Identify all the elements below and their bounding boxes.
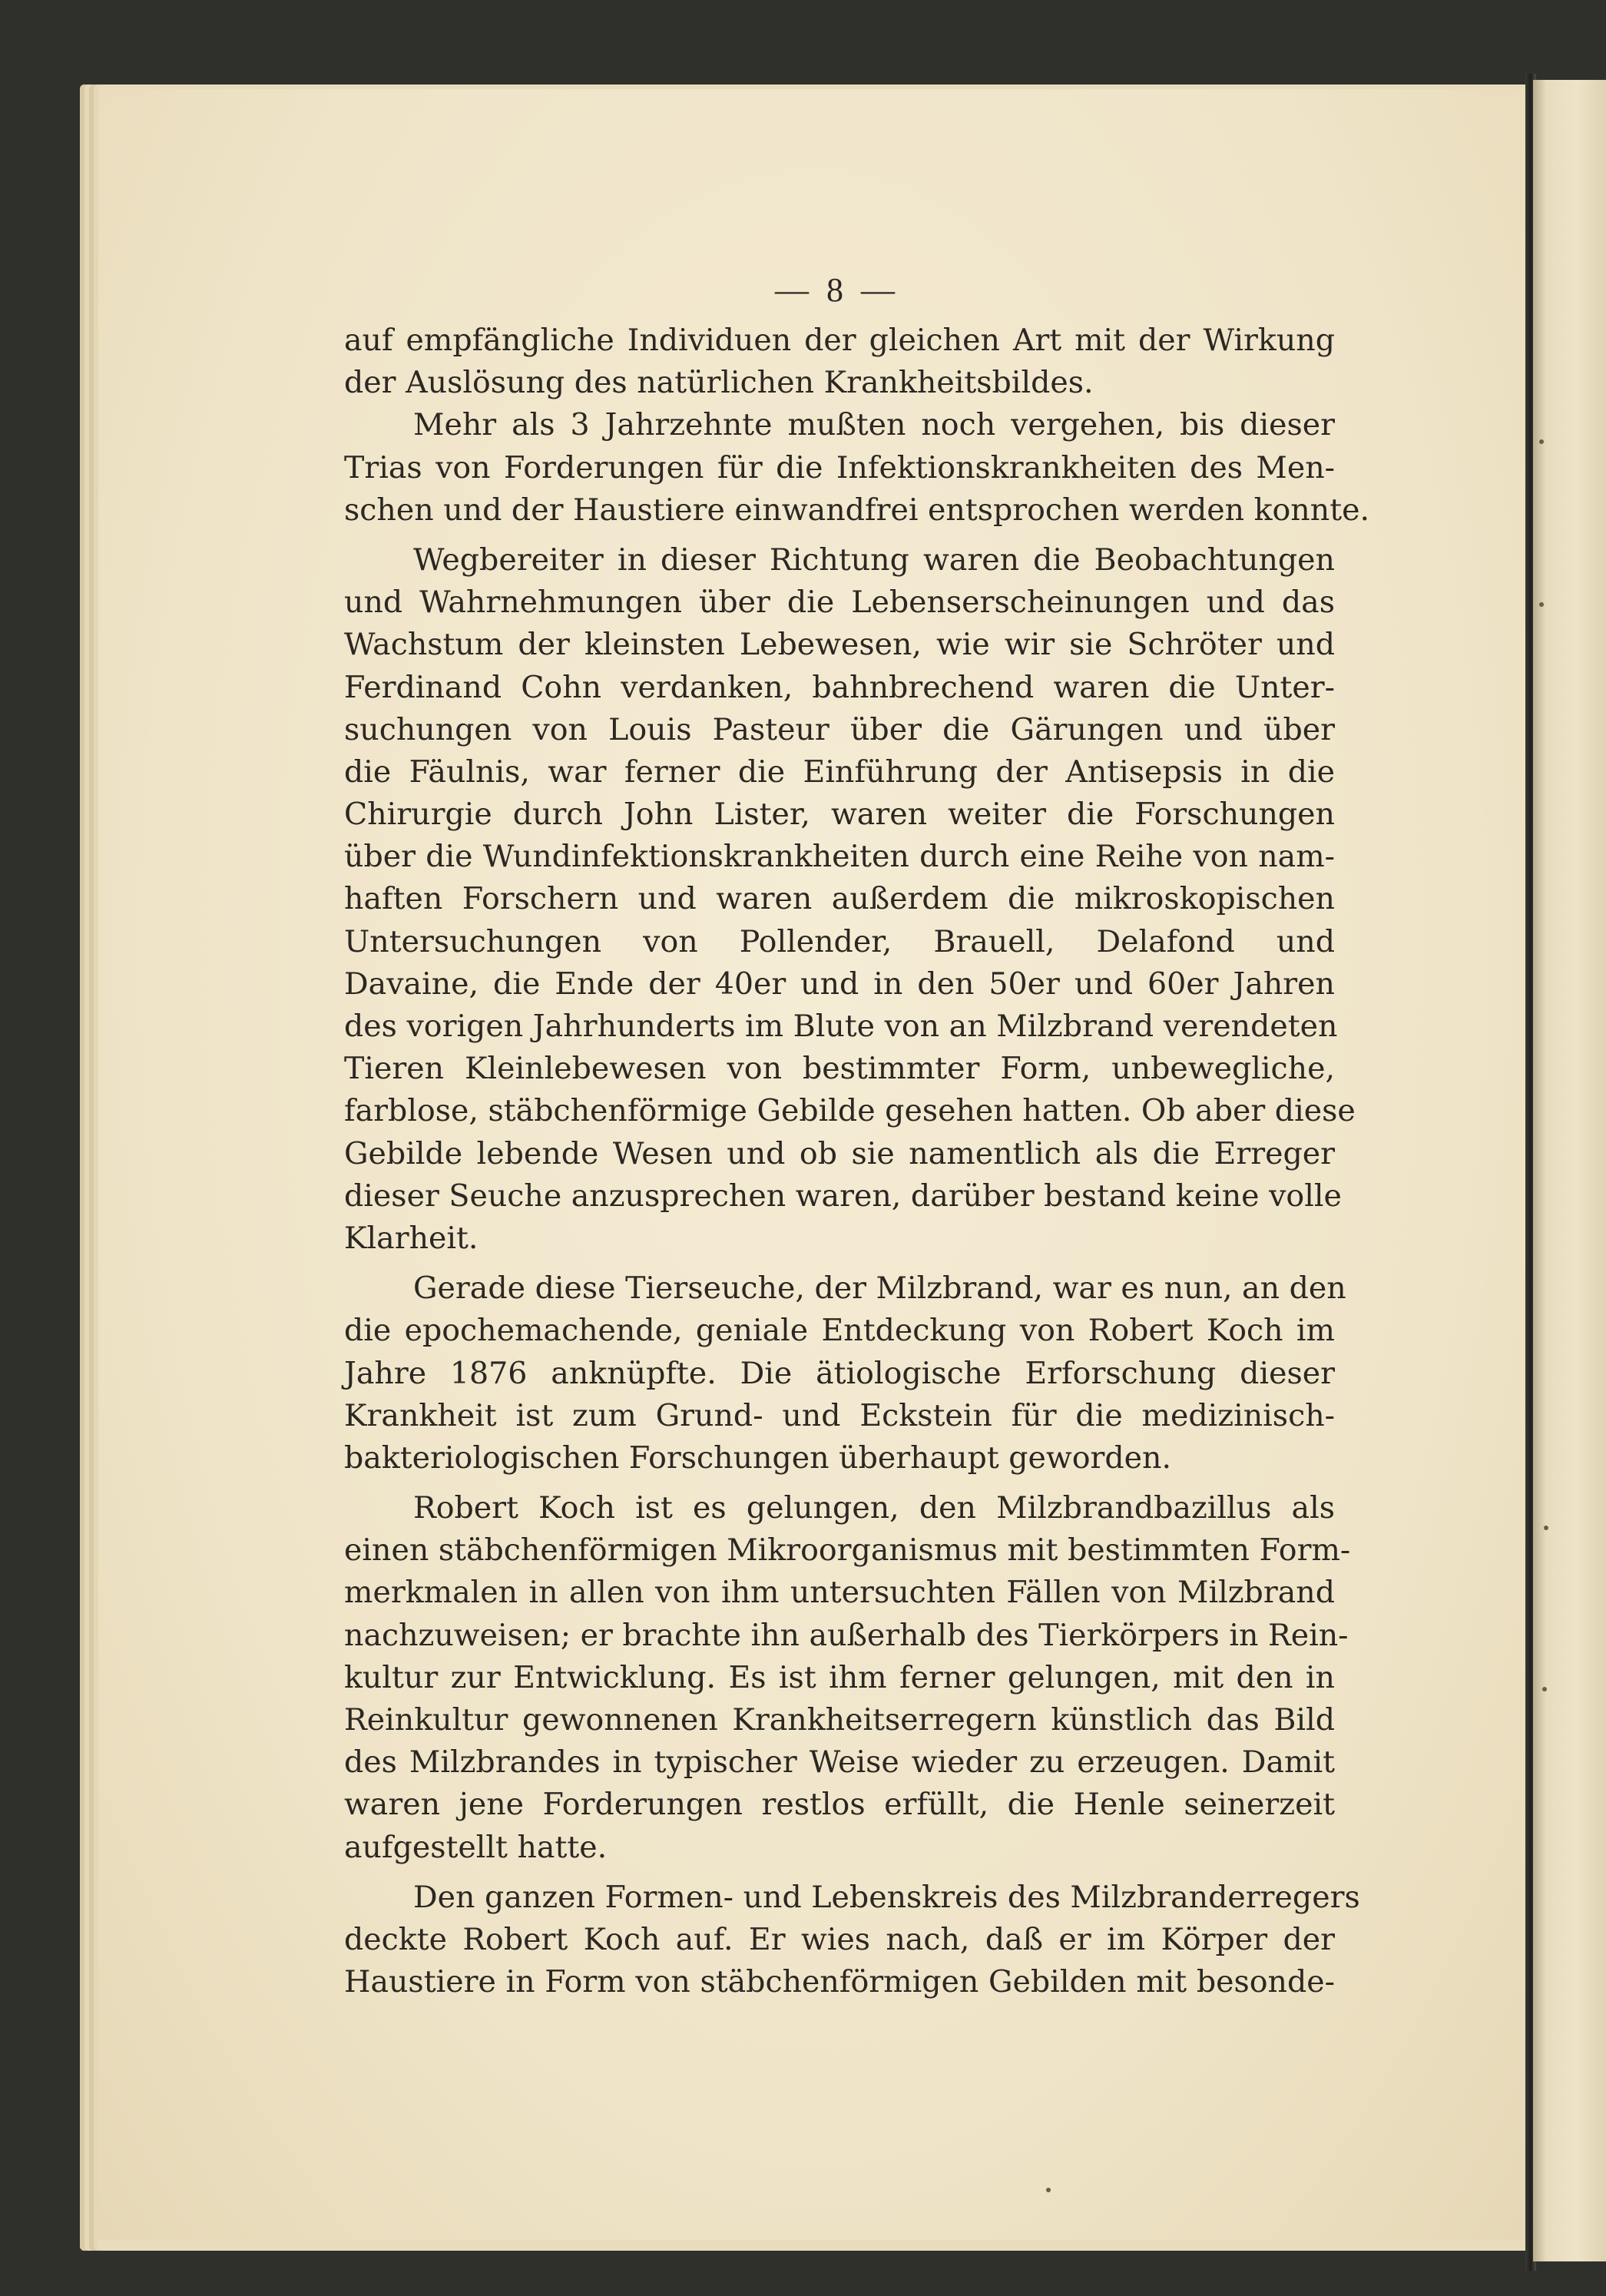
text-line: des Milzbrandes in typischer Weise wieder zu erzeugen. Damit xyxy=(344,1744,1335,1781)
text-line: der Auslösung des natürlichen Krankheitsbildes. xyxy=(344,365,1094,401)
text-line: aufgestellt hatte. xyxy=(344,1829,608,1865)
text-line: Klarheit. xyxy=(344,1220,478,1256)
text-line: bakteriologischen Forschungen überhaupt geworden. xyxy=(344,1440,1172,1476)
text-line: Mehr als 3 Jahrzehnte mußten noch vergehen, bis dieser xyxy=(413,407,1335,443)
text-line: schen und der Haustiere einwandfrei entsprochen werden konnte. xyxy=(344,492,1369,528)
text-line: Ferdinand Cohn verdanken, bahnbrechend waren die Unter- xyxy=(344,669,1335,705)
text-line: Den ganzen Formen- und Lebenskreis des Milzbranderregers xyxy=(413,1879,1360,1915)
text-line: Davaine, die Ende der 40er und in den 50er und 60er Jahren xyxy=(344,966,1335,1002)
text-line: Krankheit ist zum Grund- und Eckstein für die medizinisch- xyxy=(344,1397,1335,1433)
paragraph xyxy=(344,404,1369,532)
paper-speck xyxy=(1046,2188,1051,2192)
text-line: merkmalen in allen von ihm untersuchten Fällen von Milzbrand xyxy=(344,1575,1335,1611)
text-line: über die Wundinfektionskrankheiten durch eine Reihe von nam- xyxy=(344,839,1335,875)
text-line: Untersuchungen von Pollender, Brauell, Delafond und xyxy=(344,923,1335,959)
text-line: Wachstum der kleinsten Lebewesen, wie wir sie Schröter und xyxy=(344,627,1335,663)
paragraph xyxy=(344,320,1335,404)
text-line: Haustiere in Form von stäbchenförmigen Gebilden mit besonde- xyxy=(344,1964,1335,2000)
text-line: Gebilde lebende Wesen und ob sie namentlich als die Erreger xyxy=(344,1135,1335,1171)
text-line: suchungen von Louis Pasteur über die Gärungen und über xyxy=(344,711,1335,747)
text-line: farblose, stäbchenförmige Gebilde gesehen hatten. Ob aber diese xyxy=(344,1093,1356,1129)
text-line: des vorigen Jahrhunderts im Blute von an Milzbrand verendeten xyxy=(344,1009,1338,1044)
text-line: Wegbereiter in dieser Richtung waren die Beobachtungen xyxy=(413,542,1335,578)
text-line: Jahre 1876 anknüpfte. Die ätiologische Erforschung dieser xyxy=(344,1355,1335,1391)
paragraph xyxy=(344,1877,1360,2004)
paper-speck xyxy=(1539,602,1544,607)
text-line: deckte Robert Koch auf. Er wies nach, daß er im Körper der xyxy=(344,1921,1335,1957)
text-line: dieser Seuche anzusprechen waren, darüber bestand keine volle xyxy=(344,1178,1342,1214)
page-number: — 8 — xyxy=(775,271,899,309)
facing-page-edge xyxy=(1533,80,1606,2261)
text-line: Gerade diese Tierseuche, der Milzbrand, war es nun, an den xyxy=(413,1271,1346,1307)
paper-speck xyxy=(1539,439,1544,444)
text-line: Robert Koch ist es gelungen, den Milzbrandbazillus als xyxy=(413,1490,1335,1526)
body-text xyxy=(344,320,1369,2003)
text-line: waren jene Forderungen restlos erfüllt, die Henle seinerzeit xyxy=(344,1787,1335,1823)
text-line: einen stäbchenförmigen Mikroorganismus mit bestimmten Form- xyxy=(344,1532,1351,1569)
paragraph xyxy=(344,1267,1346,1479)
text-line: die epochemachende, geniale Entdeckung von Robert Koch im xyxy=(344,1313,1335,1349)
paragraph xyxy=(344,1487,1351,1869)
text-line: Tieren Kleinlebewesen von bestimmter Form, unbewegliche, xyxy=(344,1051,1335,1087)
text-line: nachzuweisen; er brachte ihn außerhalb des Tierkörpers in Rein- xyxy=(344,1617,1349,1653)
text-line: und Wahrnehmungen über die Lebenserscheinungen und das xyxy=(344,585,1335,621)
text-line: Chirurgie durch John Lister, waren weiter die Forschungen xyxy=(344,797,1335,833)
text-line: Trias von Forderungen für die Infektionskrankheiten des Men- xyxy=(344,449,1335,485)
paper-speck xyxy=(1542,1687,1547,1691)
paper-speck xyxy=(1544,1526,1548,1530)
text-line: haften Forschern und waren außerdem die mikroskopischen xyxy=(344,881,1335,917)
text-line: die Fäulnis, war ferner die Einführung der Antisepsis in die xyxy=(344,754,1335,790)
text-line: Reinkultur gewonnenen Krankheitserregern künstlich das Bild xyxy=(344,1702,1335,1738)
text-line: auf empfängliche Individuen der gleichen Art mit der Wirkung xyxy=(344,323,1335,358)
paragraph xyxy=(344,539,1356,1260)
text-line: kultur zur Entwicklung. Es ist ihm ferner gelungen, mit den in xyxy=(344,1659,1335,1695)
